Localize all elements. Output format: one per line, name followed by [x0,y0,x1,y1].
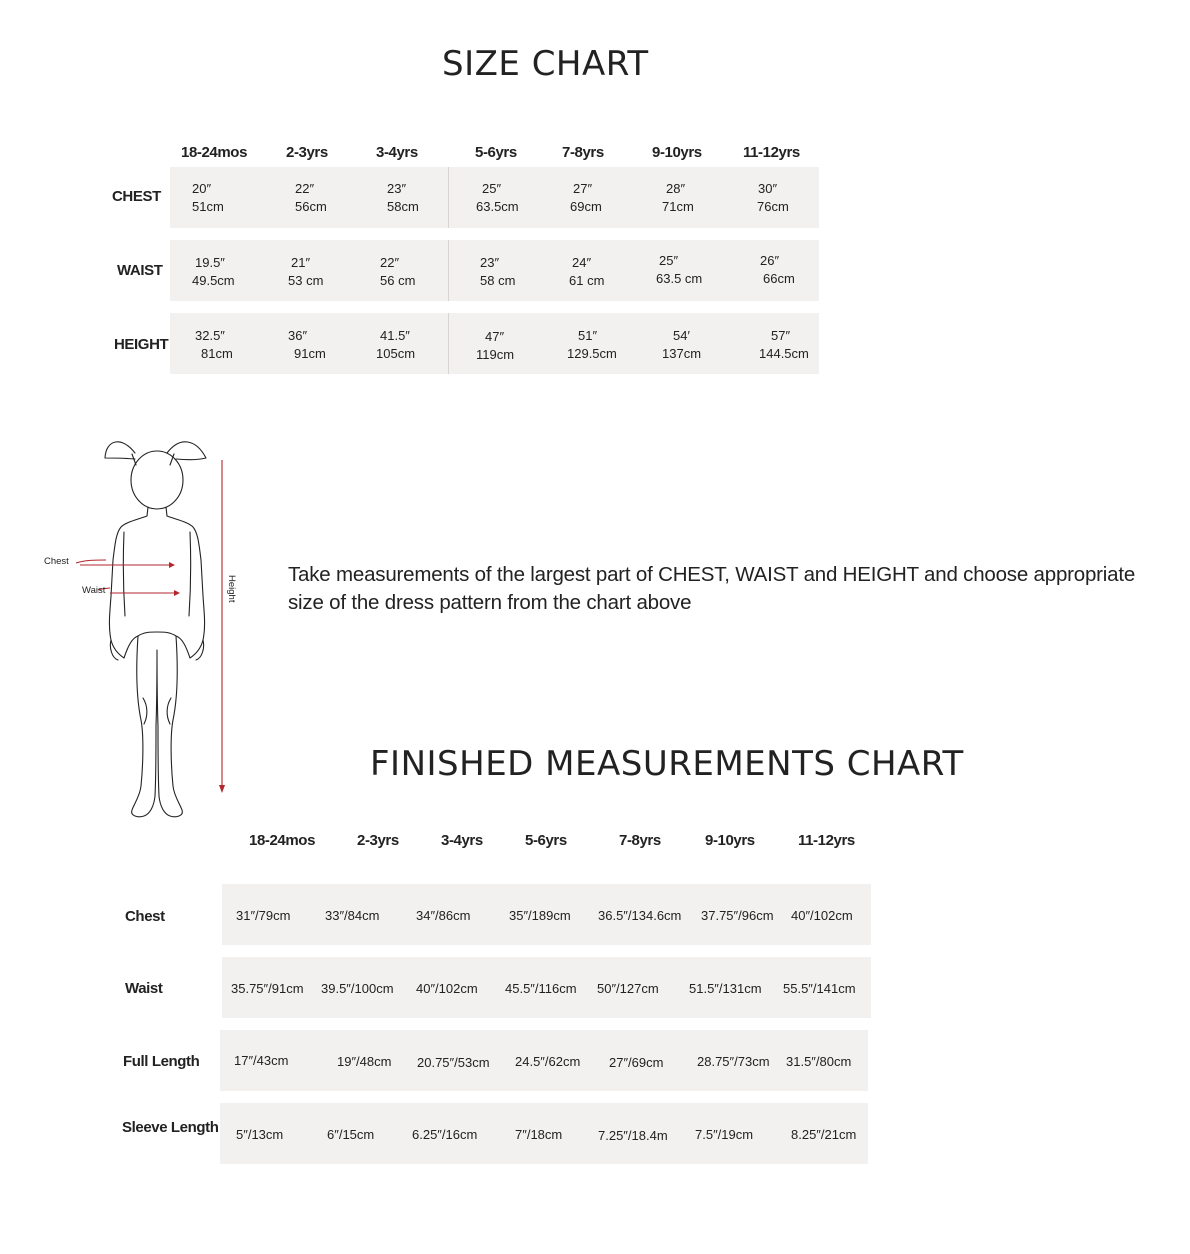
chest-label: Chest [44,556,69,567]
size-row-header-waist: WAIST [117,262,163,279]
finished-cell: 39.5″/100cm [321,981,394,996]
size-cell-cm: 105cm [376,346,416,361]
child-measurement-figure [40,436,250,826]
size-cell-inches: 20″ [192,181,212,196]
size-cell-cm: 81cm [201,346,233,361]
size-col-header: 2-3yrs [286,144,328,161]
size-chart-title: SIZE CHART [442,44,649,84]
size-cell-cm: 56 cm [380,273,416,288]
finished-cell: 51.5″/131cm [689,981,762,996]
finished-chart-title: FINISHED MEASUREMENTS CHART [370,744,964,784]
finished-cell: 37.75″/96cm [701,908,774,923]
size-row-header-height: HEIGHT [114,336,169,353]
size-cell-inches: 19.5″ [195,255,225,270]
finished-cell: 34″/86cm [416,908,471,923]
size-cell-inches: 54′ [673,328,690,343]
finished-col-header: 7-8yrs [619,832,661,849]
size-cell-cm: 56cm [295,199,327,214]
size-cell [656,252,702,288]
size-cell [288,254,323,290]
size-cell [376,327,415,363]
size-cell [192,254,235,290]
size-cell-cm: 49.5cm [192,273,235,288]
finished-cell: 40″/102cm [791,908,853,923]
size-cell-inches: 25″ [482,181,502,196]
finished-cell: 45.5″/116cm [505,981,577,996]
size-cell-inches: 27″ [573,181,593,196]
size-cell-inches: 28″ [666,181,686,196]
finished-cell: 55.5″/141cm [783,981,856,996]
size-cell-inches: 47″ [485,329,505,344]
finished-cell: 5″/13cm [236,1127,284,1142]
size-cell [759,327,809,363]
size-cell [567,327,617,363]
size-cell-inches: 41.5″ [380,328,410,343]
size-col-header: 7-8yrs [562,144,604,161]
finished-cell: 7″/18cm [515,1127,563,1142]
size-cell [757,180,789,216]
size-cell-cm: 51cm [192,199,224,214]
finished-cell: 27″/69cm [609,1055,664,1070]
size-cell-cm: 129.5cm [567,346,617,361]
size-cell-cm: 53 cm [288,273,324,288]
size-cell [760,252,795,288]
size-cell-cm: 58 cm [480,273,516,288]
finished-cell: 35″/189cm [509,908,571,923]
finished-cell: 40″/102cm [416,981,478,996]
size-cell-inches: 51″ [578,328,598,343]
size-cell-cm: 61 cm [569,273,605,288]
finished-cell: 50″/127cm [597,981,659,996]
finished-cell: 6″/15cm [327,1127,375,1142]
finished-cell: 19″/48cm [337,1054,392,1069]
waist-arrow-head-icon [174,590,180,596]
size-cell [192,180,224,216]
size-col-header: 11-12yrs [743,144,800,161]
size-cell-inches: 23″ [387,181,407,196]
measurement-instruction: Take measurements of the largest part of CHEST, WAIST and HEIGHT and choose appropriate size of the dress pattern from the chart above [288,563,1136,614]
height-label: Height [226,575,237,603]
size-cell-cm: 144.5cm [759,346,809,361]
finished-col-header: 5-6yrs [525,832,567,849]
size-cell-inches: 22″ [380,255,400,270]
size-cell-inches: 25″ [659,253,679,268]
size-col-header: 18-24mos [181,144,248,161]
finished-cell: 17″/43cm [234,1053,289,1068]
size-cell [569,254,604,290]
finished-cell: 24.5″/62cm [515,1054,581,1069]
finished-cell: 31.5″/80cm [786,1054,852,1069]
size-cell [288,327,326,363]
size-cell-inches: 23″ [480,255,500,270]
size-cell [295,180,327,216]
size-cell-inches: 21″ [291,255,311,270]
size-cell [570,180,602,216]
size-cell [387,180,419,216]
size-cell [480,254,515,290]
size-cell-inches: 30″ [758,181,778,196]
finished-cell: 28.75″/73cm [697,1054,770,1069]
head-icon [131,451,183,509]
waist-arrow-line [98,588,174,593]
chest-arrow-head-icon [169,562,175,568]
legs-icon [132,636,183,817]
finished-cell: 6.25″/16cm [412,1127,478,1142]
finished-col-header: 11-12yrs [798,832,855,849]
finished-cell: 20.75″/53cm [417,1055,490,1070]
size-cell-inches: 57″ [771,328,791,343]
finished-cell: 8.25″/21cm [791,1127,857,1142]
size-cell-inches: 22″ [295,181,315,196]
size-cell [380,254,415,290]
finished-cell: 36.5″/134.6cm [598,908,682,923]
size-cell-cm: 69cm [570,199,602,214]
finished-cell: 35.75″/91cm [231,981,304,996]
size-cell [476,328,514,364]
size-row-divider [448,313,449,374]
finished-cell: 33″/84cm [325,908,380,923]
size-row-divider [448,240,449,301]
size-cell-cm: 71cm [662,199,694,214]
finished-col-header: 3-4yrs [441,832,483,849]
size-col-header: 5-6yrs [475,144,517,161]
size-cell [662,180,694,216]
finished-row-header-full-length: Full Length [123,1053,200,1070]
pigtail-left-icon [105,442,135,459]
size-cell-inches: 26″ [760,253,780,268]
size-cell-cm: 58cm [387,199,419,214]
size-col-header: 3-4yrs [376,144,418,161]
finished-cell: 31″/79cm [236,908,291,923]
size-cell-inches: 24″ [572,255,592,270]
finished-col-header: 18-24mos [249,832,316,849]
finished-cell: 7.25″/18.4m [598,1128,668,1143]
finished-row-header-chest: Chest [125,908,165,925]
size-col-header: 9-10yrs [652,144,702,161]
size-cell-inches: 32.5″ [195,328,225,343]
size-cell-cm: 119cm [476,347,515,362]
size-cell-inches: 36″ [288,328,308,343]
height-arrow-head-icon [219,785,225,793]
size-cell [476,180,519,216]
size-cell-cm: 66cm [763,271,795,286]
size-cell-cm: 63.5 cm [656,271,703,286]
size-cell-cm: 63.5cm [476,199,519,214]
finished-col-header: 9-10yrs [705,832,755,849]
size-row-header-chest: CHEST [112,188,161,205]
size-row-divider [448,167,449,228]
waist-label: Waist [82,585,106,596]
finished-row-header-sleeve-length: Sleeve Length [122,1119,219,1136]
finished-row-header-waist: Waist [125,980,163,997]
size-cell-cm: 137cm [662,346,702,361]
size-cell [662,327,701,363]
size-cell-cm: 76cm [757,199,789,214]
size-cell [195,327,233,363]
finished-col-header: 2-3yrs [357,832,399,849]
size-cell-cm: 91cm [294,346,326,361]
finished-cell: 7.5″/19cm [695,1127,754,1142]
